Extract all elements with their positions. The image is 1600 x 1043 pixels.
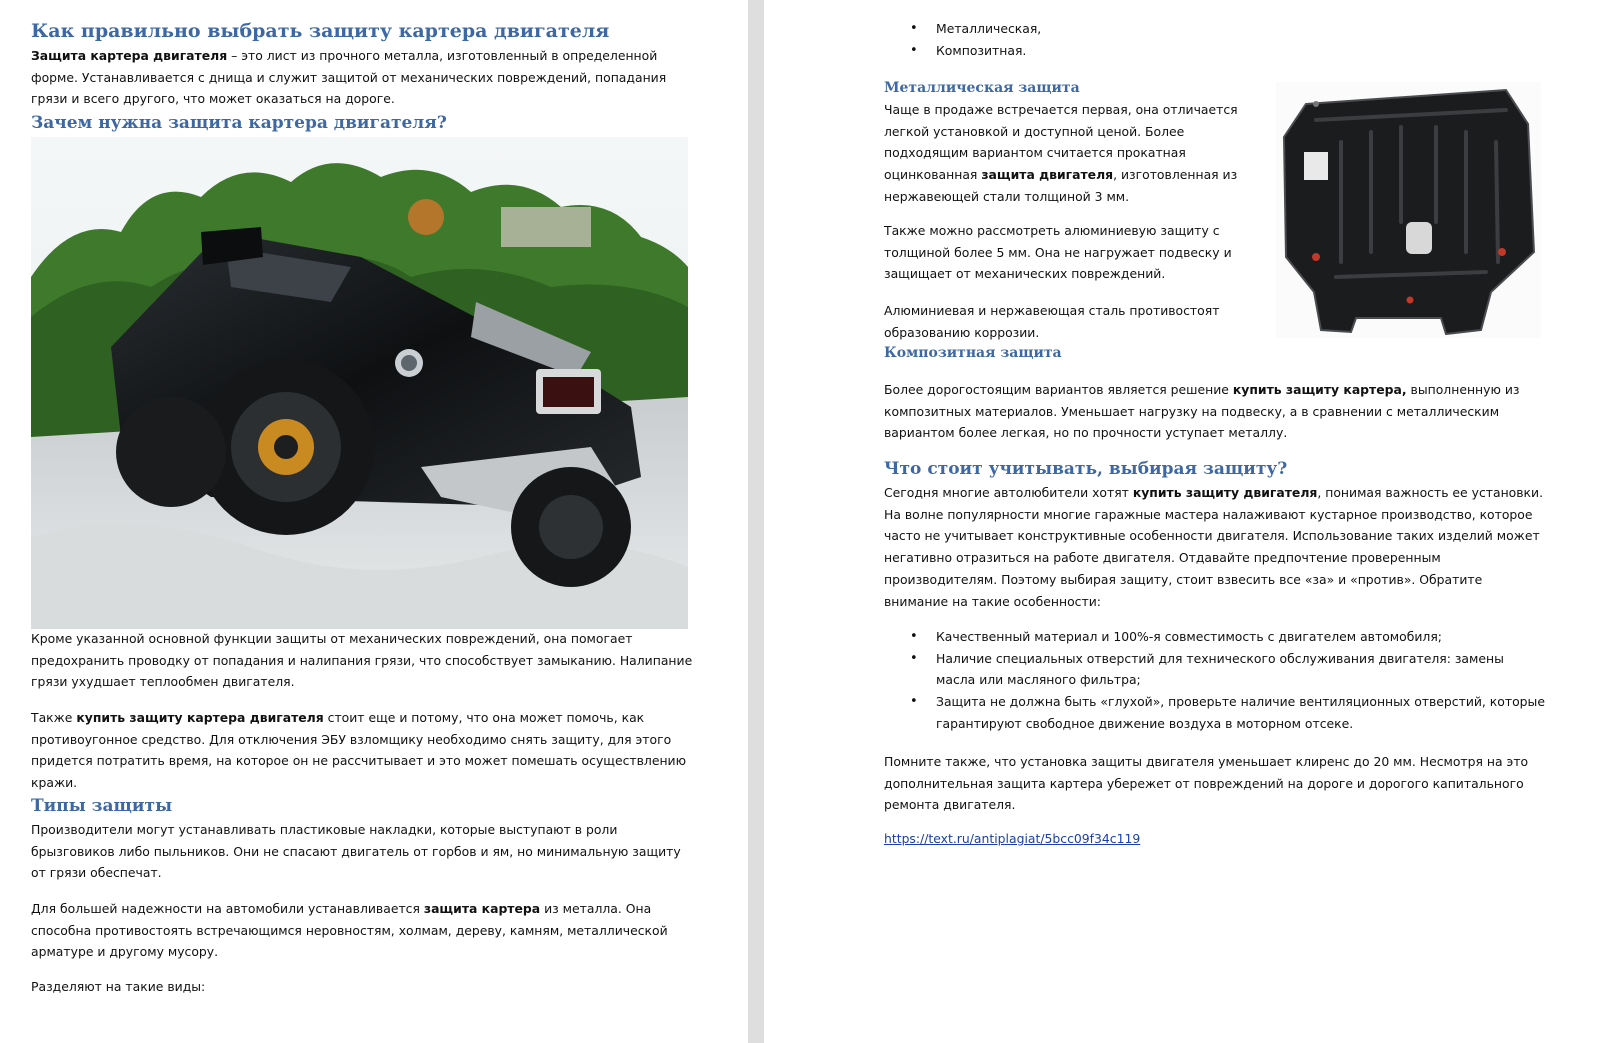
bullet-icon: •: [910, 21, 918, 36]
paragraph-line: Кроме указанной основной функции защиты от механических повреждений, она помогает: [31, 631, 633, 646]
paragraph-metal: [31, 898, 731, 963]
features-list: [884, 626, 1594, 735]
intro-line: грязи и всего другого, что может оказаться на дороге.: [31, 91, 395, 107]
consider-paragraph: [884, 482, 1584, 612]
paragraph-line: образованию коррозии.: [884, 324, 1040, 340]
list-item: [884, 40, 1184, 62]
paragraph-line: от грязи обеспечат.: [31, 865, 162, 881]
intro-text: – это лист из прочного металла, изготовленный в определенной: [227, 48, 658, 63]
list-item: [884, 626, 1594, 648]
paragraph-line: легкой установкой и доступной ценой. Более: [884, 123, 1185, 139]
paragraph-line: ремонта двигателя.: [884, 797, 1016, 813]
text-span: Сегодня многие автолюбители хотят: [884, 485, 1133, 500]
bullet-icon: •: [910, 629, 918, 644]
list-item-text: Металлическая,: [936, 21, 1042, 36]
text-span: Более дорогостоящим вариантов является решение: [884, 382, 1233, 397]
kinds-intro: Разделяют на такие виды:: [31, 979, 206, 994]
paragraph-line: защищает от механических повреждений.: [884, 266, 1166, 282]
keyword-bold: защита двигателя: [981, 167, 1114, 183]
paragraph-line: придется потратить время, на которое он не рассчитывает и это может помешать осуществлению: [31, 753, 687, 769]
skid-plate-photo: [1276, 82, 1541, 338]
document-page-left: [0, 0, 748, 1043]
text-span: стоит еще и потому, что она может помочь, как: [323, 710, 645, 725]
kinds-list: [884, 18, 1184, 61]
paragraph-line: Алюминиевая и нержавеющая сталь противостоят: [884, 303, 1220, 318]
metal-paragraph-1: [884, 99, 1274, 208]
paragraph-line: грязи ухудшает теплообмен двигателя.: [31, 674, 295, 690]
list-item-text: Качественный материал и 100%-я совместимость с двигателем автомобиля;: [936, 629, 1442, 644]
paragraph-line: композитных материалов. Уменьшает нагрузку на подвеску, а в сравнении с металлическим: [884, 403, 1500, 419]
article-title: Как правильно выбрать защиту картера двигателя: [31, 20, 610, 42]
paragraph-line: негативно отразиться на работе двигателя. Отдавайте предпочтение проверенным: [884, 550, 1441, 566]
text-span: , понимая важность ее установки.: [1317, 485, 1544, 500]
text-span: выполненную из: [1406, 382, 1520, 397]
why-heading: Зачем нужна защита картера двигателя?: [31, 113, 447, 133]
intro-paragraph: [31, 45, 731, 110]
paragraph-line: производителям. Поэтому выбирая защиту, стоит взвесить все «за» и «против». Обратите: [884, 571, 1483, 587]
keyword-bold: купить защиту двигателя: [1132, 485, 1318, 500]
page-gap: [748, 0, 764, 1043]
consider-heading: Что стоит учитывать, выбирая защиту?: [884, 459, 1288, 479]
source-link[interactable]: https://text.ru/antiplagiat/5bcc09f34c119: [884, 831, 1141, 846]
car-photo: [31, 137, 688, 629]
bullet-icon: •: [910, 650, 918, 666]
list-item-text: гарантируют свободное движение воздуха в моторном отсеке.: [936, 715, 1354, 731]
paragraph-line: противоугонное средство. Для отключения ЭБУ взломщику необходимо снять защиту, для этого: [31, 731, 672, 747]
metal-heading: Металлическая защита: [884, 80, 1080, 96]
metal-paragraph-2: [884, 220, 1274, 285]
bullet-icon: •: [910, 694, 918, 710]
composite-heading: Композитная защита: [884, 345, 1062, 361]
keyword-bold: защита картера: [423, 901, 541, 916]
intro-bold: Защита картера двигателя: [31, 48, 228, 63]
paragraph-line: Производители могут устанавливать пластиковые накладки, которые выступают в роли: [31, 822, 618, 837]
intro-line: форме. Устанавливается с днища и служит защитой от механических повреждений, попадания: [31, 69, 667, 85]
list-item-text: Защита не должна быть «глухой», проверьте наличие вентиляционных отверстий, которые: [936, 694, 1545, 710]
paragraph-line: нержавеющей стали толщиной 3 мм.: [884, 188, 1130, 204]
list-item: [884, 691, 1594, 734]
paragraph-line: часто не учитывает конструктивные особенности двигателя. Использование таких изделий может: [884, 528, 1540, 544]
paragraph-line: вариантом более легкая, но по прочности уступает металлу.: [884, 425, 1288, 441]
paragraph-anti-theft: [31, 707, 731, 794]
paragraph-line: подходящим вариантом считается прокатная: [884, 145, 1186, 161]
metal-paragraph-3: [884, 300, 1274, 343]
paragraph-plastic: [31, 819, 731, 884]
paragraph-line: кражи.: [31, 775, 78, 791]
text-span: Также: [31, 710, 77, 725]
paragraph-line: толщиной более 5 мм. Она не нагружает подвеску и: [884, 244, 1232, 260]
paragraph-line: внимание на такие особенности:: [884, 593, 1101, 609]
paragraph-line: Чаще в продаже встречается первая, она отличается: [884, 102, 1238, 117]
text-span: оцинкованная: [884, 167, 982, 183]
final-paragraph: [884, 751, 1584, 816]
paragraph-line: Помните также, что установка защиты двигателя уменьшает клиренс до 20 мм. Несмотря на это: [884, 754, 1529, 769]
list-item-text: Композитная.: [936, 42, 1027, 58]
types-heading: Типы защиты: [31, 796, 173, 816]
list-item: [884, 648, 1594, 691]
paragraph-line: арматуре и другому мусору.: [31, 944, 219, 960]
text-span: , изготовленная из: [1113, 167, 1238, 183]
list-item: [884, 18, 1184, 40]
keyword-bold: купить защиту картера,: [1232, 382, 1407, 397]
text-span: из металла. Она: [540, 901, 652, 916]
bullet-icon: •: [910, 42, 918, 58]
list-item-text: Наличие специальных отверстий для технического обслуживания двигателя: замены: [936, 650, 1504, 666]
keyword-bold: купить защиту картера двигателя: [76, 710, 324, 725]
composite-paragraph: [884, 379, 1584, 444]
text-span: Для большей надежности на автомобили устанавливается: [31, 901, 424, 916]
paragraph-functions: [31, 628, 731, 693]
paragraph-line: Также можно рассмотреть алюминиевую защиту с: [884, 223, 1220, 238]
paragraph-line: брызговиков либо пыльников. Они не спасают двигатель от горбов и ям, но минимальную защиту: [31, 843, 681, 859]
paragraph-line: способна противостоять встречающимся неровностям, холмам, дереву, камням, металлической: [31, 922, 668, 938]
paragraph-line: дополнительная защита картера убережет от повреждений на дороге и дорогого капитального: [884, 775, 1524, 791]
paragraph-line: На волне популярности многие гаражные мастера налаживают кустарное производство, которое: [884, 506, 1533, 522]
list-item-text: масла или масляного фильтра;: [936, 672, 1141, 688]
paragraph-line: предохранить проводку от попадания и налипания грязи, что способствует замыканию. Налипание: [31, 652, 693, 668]
